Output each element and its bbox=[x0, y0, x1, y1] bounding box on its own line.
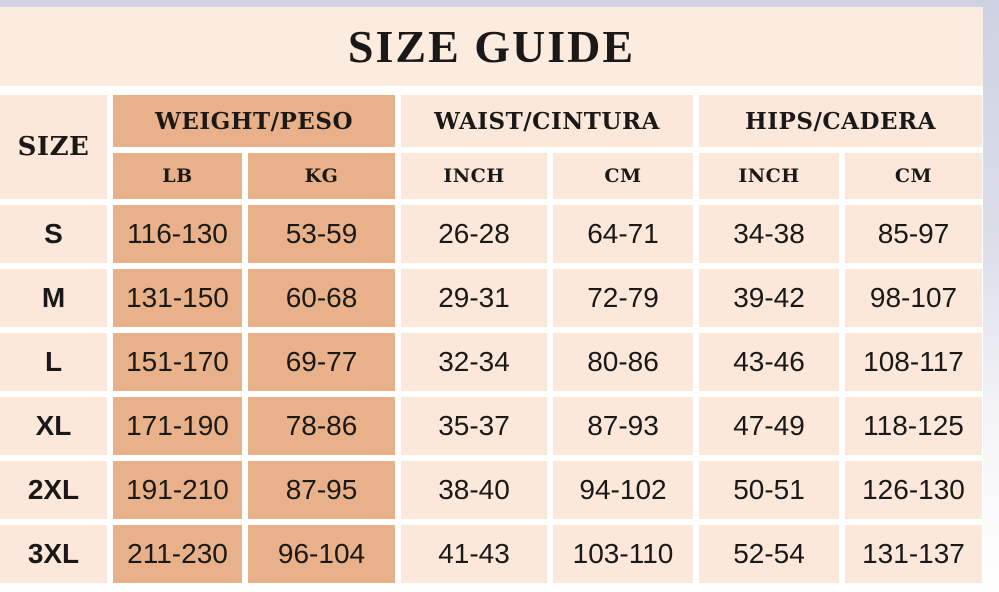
table-cell: 116-130 bbox=[113, 205, 242, 263]
table-cell: 87-93 bbox=[553, 397, 693, 455]
size-cell: 3XL bbox=[0, 525, 107, 583]
table-cell: 131-150 bbox=[113, 269, 242, 327]
size-cell: XL bbox=[0, 397, 107, 455]
right-border-strip bbox=[983, 7, 999, 592]
table-cell: 80-86 bbox=[553, 333, 693, 391]
table-cell: 64-71 bbox=[553, 205, 693, 263]
table-cell: 52-54 bbox=[699, 525, 839, 583]
table-cell: 171-190 bbox=[113, 397, 242, 455]
size-table bbox=[0, 95, 982, 583]
hips-inch-subheader: INCH bbox=[699, 153, 839, 199]
table-cell: 118-125 bbox=[845, 397, 982, 455]
size-cell: M bbox=[0, 269, 107, 327]
title-bar bbox=[0, 7, 983, 86]
table-cell: 47-49 bbox=[699, 397, 839, 455]
table-cell: 108-117 bbox=[845, 333, 982, 391]
table-cell: 85-97 bbox=[845, 205, 982, 263]
table-cell: 98-107 bbox=[845, 269, 982, 327]
kg-subheader: KG bbox=[248, 153, 395, 199]
table-cell: 126-130 bbox=[845, 461, 982, 519]
table-cell: 191-210 bbox=[113, 461, 242, 519]
table-cell: 87-95 bbox=[248, 461, 395, 519]
hips-cm-subheader: CM bbox=[845, 153, 982, 199]
table-cell: 35-37 bbox=[401, 397, 547, 455]
size-cell: S bbox=[0, 205, 107, 263]
table-cell: 26-28 bbox=[401, 205, 547, 263]
table-cell: 39-42 bbox=[699, 269, 839, 327]
table-cell: 94-102 bbox=[553, 461, 693, 519]
table-cell: 53-59 bbox=[248, 205, 395, 263]
table-cell: 131-137 bbox=[845, 525, 982, 583]
table-cell: 72-79 bbox=[553, 269, 693, 327]
table-cell: 60-68 bbox=[248, 269, 395, 327]
page-title: SIZE GUIDE bbox=[347, 21, 636, 72]
lb-subheader: LB bbox=[113, 153, 242, 199]
waist-cm-subheader: CM bbox=[553, 153, 693, 199]
size-cell: L bbox=[0, 333, 107, 391]
table-cell: 34-38 bbox=[699, 205, 839, 263]
table-cell: 29-31 bbox=[401, 269, 547, 327]
table-cell: 38-40 bbox=[401, 461, 547, 519]
table-cell: 69-77 bbox=[248, 333, 395, 391]
waist-inch-subheader: INCH bbox=[401, 153, 547, 199]
size-column-header: SIZE bbox=[0, 95, 107, 199]
table-cell: 32-34 bbox=[401, 333, 547, 391]
hips-group-header: HIPS/CADERA bbox=[699, 95, 982, 147]
waist-group-header: WAIST/CINTURA bbox=[401, 95, 693, 147]
table-cell: 151-170 bbox=[113, 333, 242, 391]
table-cell: 211-230 bbox=[113, 525, 242, 583]
size-cell: 2XL bbox=[0, 461, 107, 519]
table-cell: 78-86 bbox=[248, 397, 395, 455]
table-cell: 43-46 bbox=[699, 333, 839, 391]
size-guide-panel bbox=[0, 7, 983, 583]
top-border-strip bbox=[0, 0, 999, 7]
table-cell: 41-43 bbox=[401, 525, 547, 583]
table-cell: 50-51 bbox=[699, 461, 839, 519]
table-cell: 103-110 bbox=[553, 525, 693, 583]
weight-group-header: WEIGHT/PESO bbox=[113, 95, 395, 147]
table-cell: 96-104 bbox=[248, 525, 395, 583]
